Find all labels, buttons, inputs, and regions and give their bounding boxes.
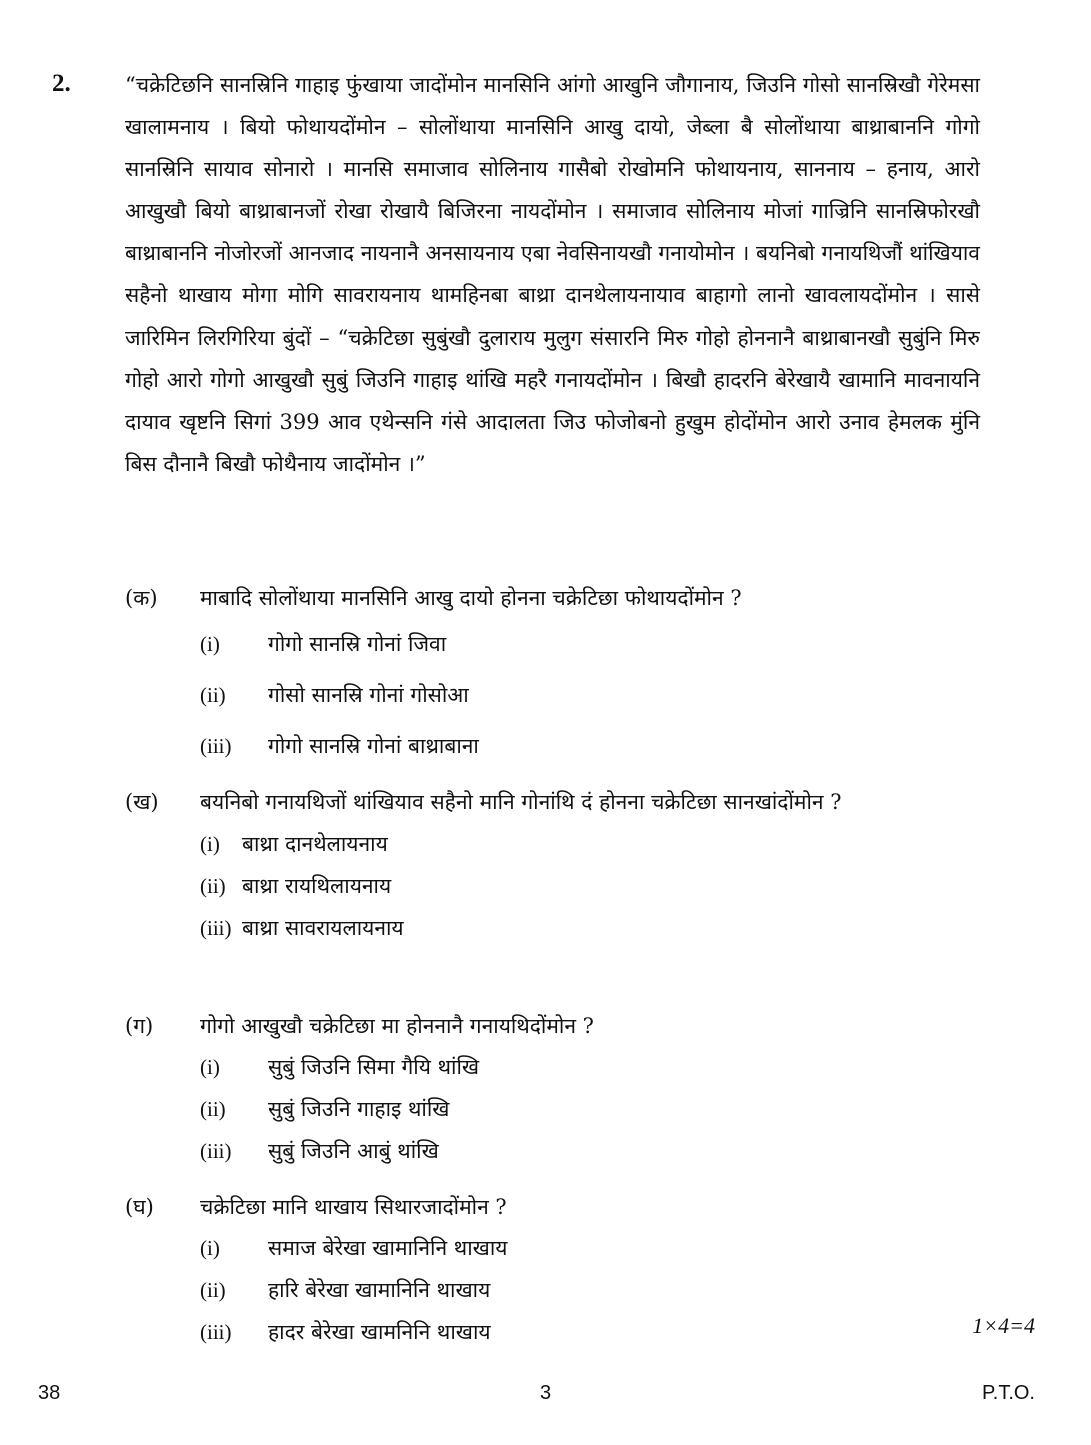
option-number: (iii)	[200, 734, 232, 758]
subquestion-gha	[125, 1187, 980, 1352]
option-item	[200, 908, 980, 948]
subquestion-ka	[125, 578, 980, 766]
subquestion-label: (ग)	[125, 1014, 154, 1038]
option-item	[200, 726, 980, 766]
option-text: सुबुं जिउनि गाहाइ थांखि	[268, 1097, 450, 1121]
option-text: बाथ्रा दानथेलायनाय	[242, 832, 388, 856]
subquestion-text: चक्रेटिछा मानि थाखाय सिथारजादोंमोन ?	[200, 1195, 507, 1219]
subquestion-text: गोगो आखुखौ चक्रेटिछा मा होननानै गनायथिदोंमोन ?	[200, 1014, 594, 1038]
marks-allocation: 1×4=4	[972, 1313, 1035, 1338]
option-item	[200, 1228, 980, 1268]
option-text: गोगो सानस्रि गोनां बाथ्राबाना	[268, 734, 479, 758]
option-text: समाज बेरेखा खामानिनि थाखाय	[268, 1236, 508, 1260]
option-number: (i)	[200, 1055, 220, 1079]
footer-code: 38	[38, 1382, 61, 1404]
option-text: बाथ्रा सावरायलायनाय	[242, 916, 404, 940]
option-number: (i)	[200, 1236, 220, 1260]
option-text: सुबुं जिउनि आबुं थांखि	[268, 1139, 439, 1163]
subquestion-kha	[125, 782, 980, 948]
passage-text: “चक्रेटिछनि सानस्रिनि गाहाइ फुंखाया जादोंमोन मानसिनि आंगो आखुनि जौगानाय, जिउनि गोसो सानस्रिखौ गेरेमसा खालामनाय । बियो फोथायदोंमोन – सोलोंथाया मानसिनि आखु दायो, जेब्ला बै सोलोंथाया बाथ्राबाननि गोगो सानस्रिनि सायाव सोनारो । मानसि समाजाव सोलिनाय गासैबो रोखोमनि फोथायनाय, साननाय – हनाय, आरो आखुखौ बियो बाथ्राबानजों रोखा रोखायै बिजिरना नायदोंमोन । समाजाव सोलिनाय मोजां गाज्रिनि सानस्रिफोरखौ बाथ्राबाननि नोजोरजों आनजाद नायनानै अनसायनाय एबा नेवसिनायखौ गनायोमोन । बयनिबो गनायथिजौं थांखियाव सहैनो थाखाय मोगा मोगि सावरायनाय थामहिनबा बाथ्रा दानथेलायनायाव बाहागो लानो खावलायदोंमोन । सासे जारिमिन लिरगिरिया बुंदों – “चक्रेटिछा सुबुंखौ दुलाराय मुलुग संसारनि मिरु गोहो होननानै बाथ्राबानखौ सुबुंनि मिरु गोहो आरो गोगो आखुखौ सुबुं जिउनि गाहाइ थांखि महरै गनायदोंमोन । बिखौ हादरनि बेरेखायै खामानि मावनायनि दायाव खृष्टनि सिगां 399 आव एथेन्सनि गंसे आदालता जिउ फोजोबनो हुखुम होदोंमोन आरो उनाव हेमलक मुंनि बिस दौनानै बिखौ फोथैनाय जादोंमोन ।”	[125, 73, 980, 476]
option-text: हादर बेरेखा खामनिनि थाखाय	[268, 1320, 491, 1344]
option-item	[200, 1270, 980, 1310]
option-text: सुबुं जिउनि सिमा गैयि थांखि	[268, 1055, 480, 1079]
option-item	[200, 1312, 980, 1352]
subquestion-text: माबादि सोलोंथाया मानसिनि आखु दायो होनना चक्रेटिछा फोथायदोंमोन ?	[200, 586, 742, 610]
option-number: (iii)	[200, 916, 232, 940]
option-item	[200, 866, 980, 906]
option-number: (i)	[200, 632, 220, 656]
option-number: (i)	[200, 832, 220, 856]
option-item	[200, 1089, 980, 1129]
subquestion-ga	[125, 1006, 980, 1171]
option-item	[200, 1047, 980, 1087]
option-text: हारि बेरेखा खामानिनि थाखाय	[268, 1278, 491, 1302]
option-text: बाथ्रा रायथिलायनाय	[242, 874, 392, 898]
footer-pto: P.T.O.	[982, 1382, 1035, 1404]
option-item	[200, 624, 980, 664]
option-number: (iii)	[200, 1139, 232, 1163]
option-item	[200, 1131, 980, 1171]
subquestion-label: (घ)	[125, 1195, 154, 1219]
option-item	[200, 824, 980, 864]
option-number: (ii)	[200, 1278, 226, 1302]
option-number: (ii)	[200, 1097, 226, 1121]
option-item	[200, 675, 980, 715]
option-text: गोसो सानस्रि गोनां गोसोआ	[268, 683, 469, 707]
option-number: (ii)	[200, 874, 226, 898]
subquestion-label: (क)	[125, 586, 158, 610]
subquestion-text: बयनिबो गनायथिजों थांखियाव सहैनो मानि गोनांथि दं होनना चक्रेटिछा सानखांदोंमोन ?	[200, 790, 842, 814]
option-number: (iii)	[200, 1320, 232, 1344]
option-text: गोगो सानस्रि गोनां जिवा	[268, 632, 447, 656]
question-number: 2.	[52, 70, 71, 97]
footer-page-number: 3	[539, 1382, 552, 1404]
option-number: (ii)	[200, 683, 226, 707]
subquestion-label: (ख)	[125, 790, 159, 814]
